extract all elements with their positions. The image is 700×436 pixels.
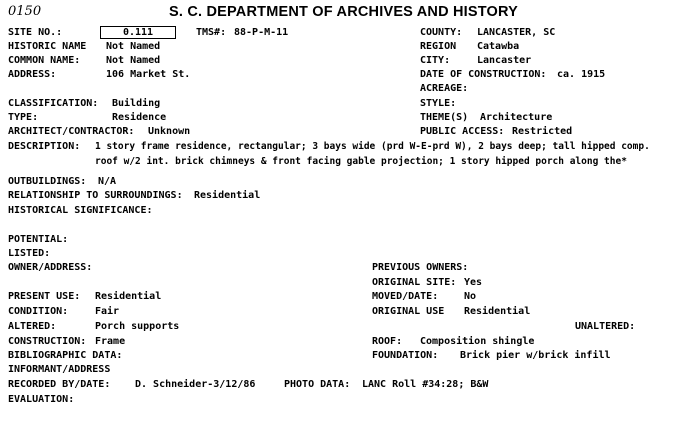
roof-label: ROOF: xyxy=(372,336,403,347)
date-of-construction-value: ca. 1915 xyxy=(557,69,606,80)
condition-label: CONDITION: xyxy=(8,306,69,317)
owner-address-label: OWNER/ADDRESS: xyxy=(8,262,93,273)
evaluation-label: EVALUATION: xyxy=(8,394,75,405)
region-value: Catawba xyxy=(477,41,520,52)
themes-label: THEME(S) xyxy=(420,112,469,123)
present-use-label: PRESENT USE: xyxy=(8,291,81,302)
relationship-label: RELATIONSHIP TO SURROUNDINGS: xyxy=(8,190,183,201)
outbuildings-label: OUTBUILDINGS: xyxy=(8,176,87,187)
moved-date-label: MOVED/DATE: xyxy=(372,291,439,302)
classification-value: Building xyxy=(112,98,161,109)
address-label: ADDRESS: xyxy=(8,69,57,80)
common-name-value: Not Named xyxy=(106,55,161,66)
recorded-by-value: D. Schneider-3/12/86 xyxy=(135,379,256,390)
description-line-1: 1 story frame residence, rectangular; 3 bays wide (prd W-E-prd W), 2 bays deep; tall hipped comp. xyxy=(95,141,650,152)
page-title: S. C. DEPARTMENT OF ARCHIVES AND HISTORY xyxy=(169,4,519,20)
historical-significance-label: HISTORICAL SIGNIFICANCE: xyxy=(8,205,153,216)
architect-label: ARCHITECT/CONTRACTOR: xyxy=(8,126,135,137)
original-use-value: Residential xyxy=(464,306,531,317)
historic-name-value: Not Named xyxy=(106,41,161,52)
outbuildings-value: N/A xyxy=(98,176,117,187)
public-access-value: Restricted xyxy=(512,126,573,137)
address-value: 106 Market St. xyxy=(106,69,191,80)
type-value: Residence xyxy=(112,112,167,123)
themes-value: Architecture xyxy=(480,112,553,123)
unaltered-label: UNALTERED: xyxy=(575,321,636,332)
photo-data-label: PHOTO DATA: xyxy=(284,379,351,390)
county-label: COUNTY: xyxy=(420,27,463,38)
moved-date-value: No xyxy=(464,291,477,302)
common-name-label: COMMON NAME: xyxy=(8,55,81,66)
original-use-label: ORIGINAL USE xyxy=(372,306,445,317)
foundation-label: FOUNDATION: xyxy=(372,350,439,361)
listed-label: LISTED: xyxy=(8,248,51,259)
description-line-2: roof w/2 int. brick chimneys & front facing gable projection; 1 story hipped porch along the* xyxy=(95,156,627,167)
site-no-label: SITE NO.: xyxy=(8,27,63,38)
present-use-value: Residential xyxy=(95,291,162,302)
relationship-value: Residential xyxy=(194,190,261,201)
recorded-by-label: RECORDED BY/DATE: xyxy=(8,379,111,390)
type-label: TYPE: xyxy=(8,112,39,123)
foundation-value: Brick pier w/brick infill xyxy=(460,350,611,361)
altered-value: Porch supports xyxy=(95,321,180,332)
historic-name-label: HISTORIC NAME xyxy=(8,41,87,52)
previous-owners-label: PREVIOUS OWNERS: xyxy=(372,262,469,273)
bibliographic-label: BIBLIOGRAPHIC DATA: xyxy=(8,350,123,361)
region-label: REGION xyxy=(420,41,457,52)
handwritten-number: 0150 xyxy=(8,4,42,19)
tms-value: 88-P-M-11 xyxy=(234,27,289,38)
architect-value: Unknown xyxy=(148,126,191,137)
city-label: CITY: xyxy=(420,55,451,66)
photo-data-value: LANC Roll #34:28; B&W xyxy=(362,379,489,390)
construction-value: Frame xyxy=(95,336,126,347)
tms-label: TMS#: xyxy=(196,27,227,38)
construction-label: CONSTRUCTION: xyxy=(8,336,87,347)
site-no-value: 0.111 xyxy=(100,26,176,39)
public-access-label: PUBLIC ACCESS: xyxy=(420,126,505,137)
potential-label: POTENTIAL: xyxy=(8,234,69,245)
date-of-construction-label: DATE OF CONSTRUCTION: xyxy=(420,69,547,80)
altered-label: ALTERED: xyxy=(8,321,57,332)
city-value: Lancaster xyxy=(477,55,532,66)
description-label: DESCRIPTION: xyxy=(8,141,81,152)
classification-label: CLASSIFICATION: xyxy=(8,98,99,109)
original-site-value: Yes xyxy=(464,277,483,288)
county-value: LANCASTER, SC xyxy=(477,27,556,38)
informant-label: INFORMANT/ADDRESS xyxy=(8,364,111,375)
roof-value: Composition shingle xyxy=(420,336,535,347)
condition-value: Fair xyxy=(95,306,120,317)
style-label: STYLE: xyxy=(420,98,457,109)
acreage-label: ACREAGE: xyxy=(420,83,469,94)
original-site-label: ORIGINAL SITE: xyxy=(372,277,457,288)
